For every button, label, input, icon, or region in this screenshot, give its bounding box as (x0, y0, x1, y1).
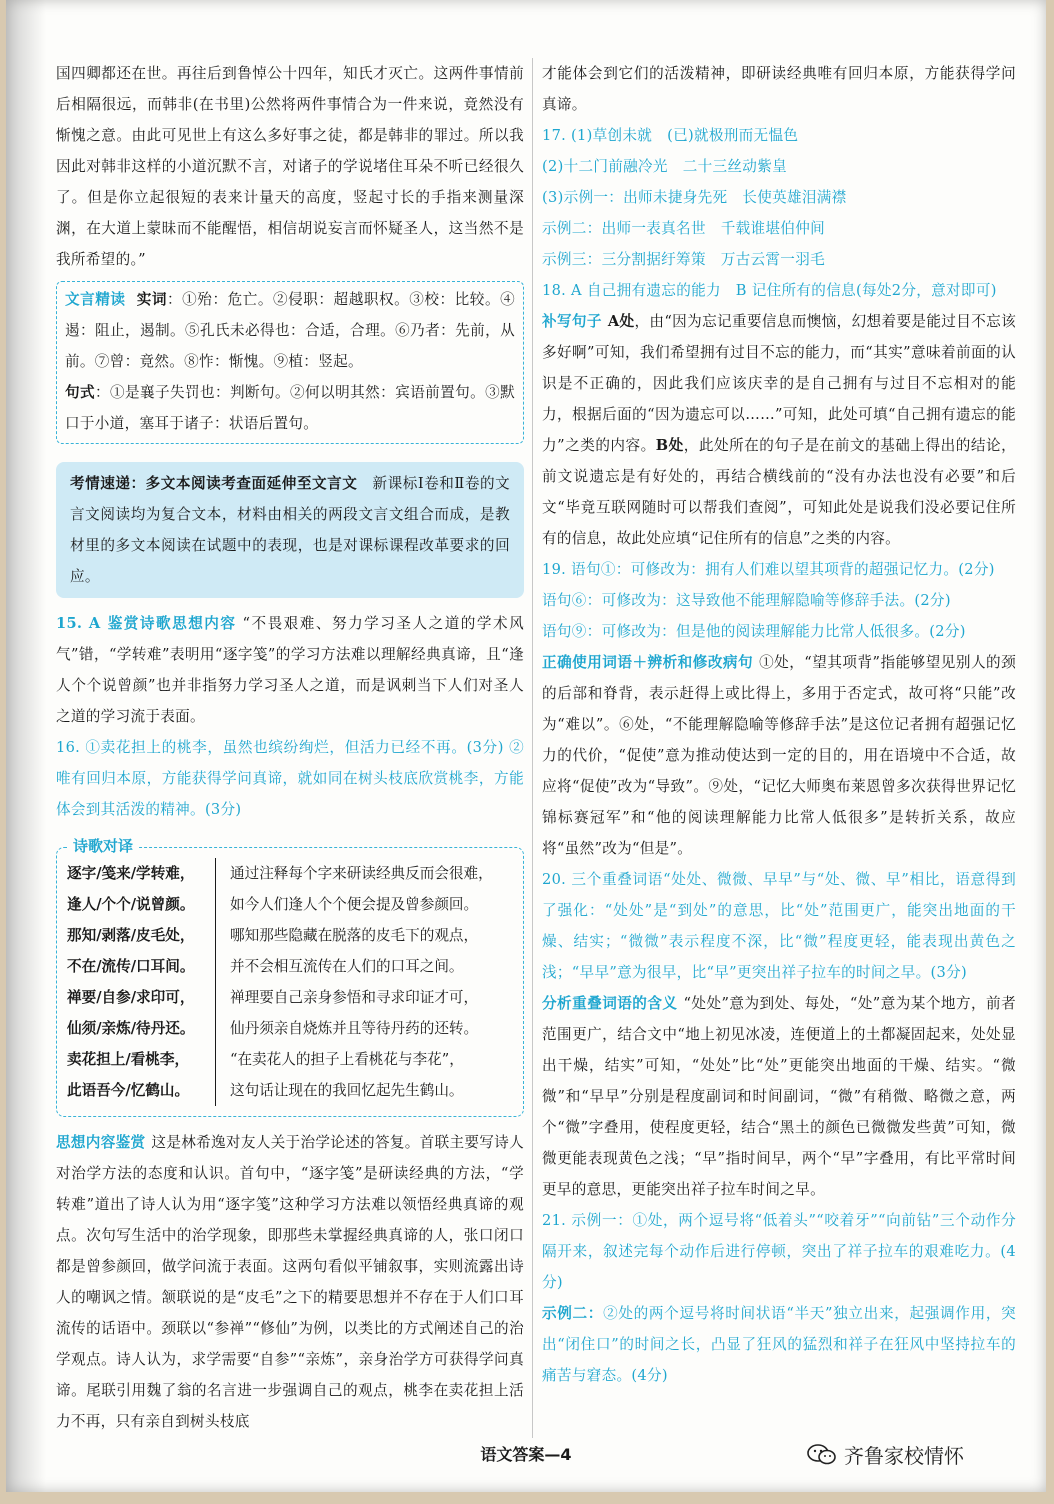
answer-15 (56, 608, 524, 732)
q18-tag: 补写句子 (542, 313, 602, 330)
poem-trans-line: 仙丹须亲自烧炼并且等待丹药的还转。 (230, 1020, 479, 1037)
page-spine-shadow (6, 0, 46, 1492)
poem-source-column (67, 858, 216, 1106)
q18-b-label: B处 (655, 437, 684, 454)
answer-19-line: 语句⑥：可修改为：这导致他不能理解隐喻等修辞手法。(2分) (542, 592, 951, 609)
jushi-label: 句式 (65, 384, 96, 401)
kaoqing-box (56, 462, 524, 598)
wenyan-box (56, 281, 524, 444)
answer-17-line: (2)十二门前融冷光 二十三丝动紫皇 (542, 158, 787, 175)
sixiang-continued: 才能体会到它们的活泼精神，即研读经典唯有回归本原，方能获得学问真谛。 (542, 65, 1016, 113)
poem-row (67, 858, 513, 1106)
kaoqing-body: 新课标Ⅰ卷和Ⅱ卷的文言文阅读均为复合文本，材料由相关的两段文言文组合而成，是教材里的多文本阅读在试题中的表现，也是对课标课程改革要求的回应。 (70, 475, 510, 585)
answer-18-explanation (542, 306, 1016, 554)
q18-a-text: ，由“因为忘记重要信息而懊恼，幻想着要是能过目不忘该多好啊”可知，我们希望拥有过目不忘的能力，而“其实”意味着前面的认识是不正确的，因此我们应该庆幸的是自己拥有与过目不忘相对的能力，根据后面的“因为遗忘可以……”可知，此处可填“自己拥有遗忘的能力”之类的内容。 (542, 313, 1016, 454)
poem-translation-column (216, 858, 513, 1106)
q15-tag: 鉴赏诗歌思想内容 (106, 615, 237, 632)
answer-17-line: 示例二：出师一表真名世 千载谁堪伯仲间 (542, 220, 825, 237)
answer-19-explanation (542, 647, 1016, 864)
jushi-text: ：①是襄子失罚也：判断句。②何以明其然：宾语前置句。③默口于小道，塞耳于诸子：状语后置句。 (65, 384, 515, 432)
q21-ex2-tag: 示例二： (542, 1305, 604, 1322)
answer-18: 18. A 自己拥有遗忘的能力 B 记住所有的信息(每处2分，意对即可) (542, 282, 997, 299)
kaoqing-text (70, 468, 510, 592)
shici-notes (65, 284, 515, 377)
poem-trans-line: 这句话让现在的我回忆起先生鹤山。 (230, 1082, 464, 1099)
poem-trans-line: 哪知那些隐藏在脱落的皮毛下的观点， (230, 927, 479, 944)
q18-a-label: A处 (607, 313, 635, 330)
q21-ex2-text: ②处的两个逗号将时间状语“半天”独立出来，起强调作用，突出“闭住口”的时间之长，凸显了狂风的猛烈和祥子在狂风中坚持拉车的痛苦与窘态。(4分) (542, 1305, 1017, 1384)
poem-line: 那知/剥落/皮毛处， (67, 927, 195, 944)
poem-line: 禅要/自参/求印可， (67, 989, 195, 1006)
right-column (542, 58, 1016, 1391)
translation-continued: 国四卿都还在世。再往后到鲁悼公十四年，知氏才灭亡。这两件事情前后相隔很远，而韩非(在书里)公然将两件事情合为一件来说，竟然没有惭愧之意。由此可见世上有这么多好事之徒，都是韩非的罪过。所以我因此对韩非这样的小道沉默不言，对诸子的学说堵住耳朵不听已经很久了。但是你立起很短的表来计量天的高度，竖起寸长的手指来测量深渊，在大道上蒙昧而不能醒悟，相信胡说妄言而怀疑圣人，这当然不是我所希望的。” (56, 65, 524, 268)
poem-line: 不在/流传/口耳间。 (67, 958, 195, 975)
poem-line: 此语吾今/忆鹤山。 (67, 1082, 190, 1099)
q18-b-text: ，此处所在的句子是在前文的基础上得出的结论，前文说遗忘是有好处的，再结合横线前的“没有办法也没有必要”和后文“毕竟互联网随时可以帮我们查阅”，可知此处是说我们没必要记住所有的信息，故此处应填“记住所有的信息”之类的内容。 (542, 437, 1016, 547)
q15-text: “不畏艰难、努力学习圣人之道的学术风气”错，“学转难”表明用“逐字笺”的学习方法难以理解经典真谛，且“逢人个个说曾颜”也并非指努力学习圣人之道，而是讽刺当下人们对圣人之道的学习流于表面。 (56, 615, 524, 725)
jushi-notes (65, 377, 515, 439)
poem-trans-line: 如今人们逢人个个便会提及曾参颜回。 (230, 896, 479, 913)
poem-title: 诗歌对译 (67, 835, 139, 857)
answer-19-line: 19. 语句①：可修改为：拥有人们难以望其项背的超强记忆力。(2分) (542, 561, 995, 578)
answer-20: 20. 三个重叠词语“处处、微微、早早”与“处、微、早”相比，语意得到了强化：“处处”是“到处”的意思，比“处”范围更广，能突出地面的干燥、结实；“微微”表示程度不深，比“微”程度更轻，能表现出黄色之浅；“早早”意为很早，比“早”更突出祥子拉车的时间之早。(3分) (542, 871, 1016, 981)
poem-trans-line: “在卖花人的担子上看桃花与李花”， (230, 1051, 464, 1068)
answer-21-example-1: 21. 示例一：①处，两个逗号将“低着头”“咬着牙”“向前钻”三个动作分隔开来，叙述完每个动作后进行停顿，突出了祥子拉车的艰难吃力。(4分) (542, 1212, 1016, 1291)
kaoqing-title: 考情速递：多文本阅读考查面延伸至文言文 (70, 475, 358, 492)
shici-label: 实词 (136, 291, 168, 308)
page-footer: 语文答案—4 (480, 1445, 572, 1464)
poem-trans-line: 并不会相互流传在人们的口耳之间。 (230, 958, 464, 975)
q20-tag: 分析重叠词语的含义 (542, 995, 678, 1012)
answer-17-line: 17. (1)草创未就 (已)就极刑而无愠色 (542, 127, 799, 144)
wechat-icon (806, 1442, 838, 1468)
q15-num: 15. A (56, 615, 101, 632)
poem-line: 仙须/亲炼/待丹还。 (67, 1020, 195, 1037)
poem-trans-line: 通过注释每个字来研读经典反而会很难， (230, 865, 493, 882)
answer-21-example-2 (542, 1298, 1016, 1391)
sixiang-tag: 思想内容鉴赏 (56, 1134, 146, 1151)
answer-17-line: 示例三：三分割据纡筹策 万古云霄一羽毛 (542, 251, 825, 268)
poem-line: 逢人/个个/说曾颜。 (67, 896, 195, 913)
poem-line: 逐字/笺来/学转难， (67, 865, 195, 882)
poem-trans-line: 禅理要自己亲身参悟和寻求印证才可， (230, 989, 479, 1006)
answer-20-explanation (542, 988, 1016, 1205)
answer-page (6, 0, 1046, 1492)
sixiang-analysis (56, 1127, 524, 1437)
q20-exp-text: “处处”意为到处、每处，“处”意为某个地方，前者范围更广，结合文中“地上初见冰凌，连便道上的土都凝固起来，处处显出干燥，结实”可知，“处处”比“处”更能突出地面的干燥、结实。“微微”和“早早”分别是程度副词和时间副词，“微”有稍微、略微之意，两个“微”字叠用，使程度更轻，结合“黑土的颜色已微微发些黄”可知，微微更能表现黄色之浅；“早”指时间早，两个“早”字叠用，有比平常时间更早的意思，更能突出祥子拉车时间之早。 (542, 995, 1017, 1198)
q19-tag: 正确使用词语＋辨析和修改病句 (542, 654, 754, 671)
poem-line: 卖花担上/看桃李， (67, 1051, 190, 1068)
q19-exp-text: ①处，“望其项背”指能够望见别人的颈的后部和脊背，表示赶得上或比得上，多用于否定式，故可将“只能”改为“难以”。⑥处，“不能理解隐喻等修辞手法”是这位记者拥有超强记忆力的代价，“促使”意为推动使达到一定的目的，用在语境中不合适，故应将“促使”改为“导致”。⑨处，“记忆大师奥布莱恩曾多次获得世界记忆锦标赛冠军”和“他的阅读理解能力比常人低很多”是转折关系，故应将“虽然”改为“但是”。 (542, 654, 1017, 857)
left-column (56, 58, 524, 1437)
shici-text: ：①殆：危亡。②侵职：超越职权。③校：比较。④遏：阻止，遏制。⑤孔氏未必得也：合适，合理。⑥乃者：先前，从前。⑦曾：竟然。⑧怍：惭愧。⑨植：竖起。 (65, 291, 515, 370)
sixiang-text: 这是林希逸对友人关于治学论述的答复。首联主要写诗人对治学方法的态度和认识。首句中，“逐字笺”是研读经典的方法，“学转难”道出了诗人认为用“逐字笺”这种学习方法难以领悟经典真谛的观点。次句写生活中的治学现象，即那些未掌握经典真谛的人，张口闭口都是曾参颜回，做学问流于表面。这两句看似平铺叙事，实则流露出诗人的嘲讽之情。颔联说的是“皮毛”之下的精要思想并不存在于人们口耳流传的话语中。颈联以“参禅”“修仙”为例，以类比的方式阐述自己的治学观点。诗人认为，求学需要“自参”“亲炼”，亲身治学方可获得学问真谛。尾联引用魏了翁的名言进一步强调自己的观点，桃李在卖花担上活力不再，只有亲自到树头枝底 (56, 1134, 524, 1430)
answer-19-line: 语句⑨：可修改为：但是他的阅读理解能力比常人低很多。(2分) (542, 623, 966, 640)
answer-17-line: (3)示例一：出师未捷身先死 长使英雄泪满襟 (542, 189, 847, 206)
poem-translation-box (56, 837, 524, 1117)
watermark (806, 1440, 964, 1469)
answer-16: 16. ①卖花担上的桃李，虽然也缤纷绚烂，但活力已经不再。(3分) ②唯有回归本原，方能获得学问真谛，就如同在树头枝底欣赏桃李，方能体会到其活泼的精神。(3分) (56, 739, 524, 818)
wenyan-tag: 文言精读 (65, 291, 126, 308)
watermark-text: 齐鲁家校情怀 (844, 1444, 964, 1468)
column-divider (532, 58, 533, 1438)
